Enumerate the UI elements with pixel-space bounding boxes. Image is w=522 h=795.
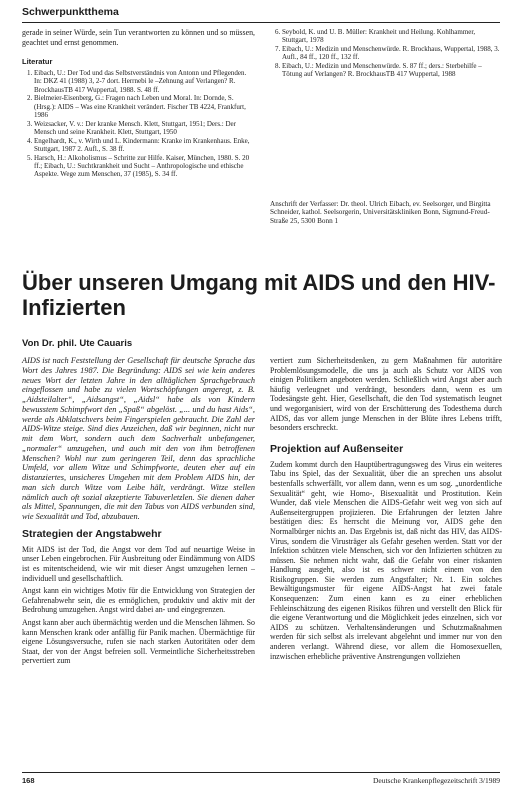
literature-list: [22, 69, 255, 178]
article-author: Von Dr. phil. Ute Cauaris: [22, 338, 133, 349]
article-left-column: [22, 356, 255, 669]
continuation-text: gerade in seiner Würde, sein Tun verantworten zu können und so müssen, geachtet und ernst genommen.: [22, 28, 255, 47]
literature-item: 7. Eibach, U.: Medizin und Menschenwürde. R. Brockhaus, Wuppertal, 1988, 3. Aufl., 84 ff., 120 ff., 132 ff.: [282, 45, 502, 61]
literature-item: 4. Engelhardt, K., v. Wirth und L. Kindermann: Kranke im Krankenhaus. Enke, Stuttgart, 1987 2. Aufl., S. 38 ff.: [34, 137, 255, 153]
literature-heading: Literatur: [22, 57, 53, 67]
literature-list-continued: [270, 28, 502, 78]
literature-item: 8. Eibach, U.: Medizin und Menschenwürde. S. 87 ff.; ders.: Sterbehilfe – Tötung auf Verlangen? R. BrockhausTB 417 Wuppertal, 1988: [282, 62, 502, 78]
literature-item: 1. Eibach, U.: Der Tod und das Selbstverständnis von Antonn und Pflegenden. In: DKZ 41 (1988) 3, 2-7 dort. Herrnebi le –Zehnung auf Verlangen? R. BrockhausTB 417 Wuppertal, 1988. S. 48 ff.: [34, 69, 255, 94]
page-number: 168: [22, 776, 35, 785]
paragraph: Zudem kommt durch den Hauptübertragungsweg des Virus ein weiteres Tabu ins Spiel, das der Sexualität, über die an sprechen uns absolut bestenfalls schwerfällt, vor allem dann, wenn es um sog. „unordentliche Sexualität“ geht, wie Homo-, Bisexualität und Prostitution. Kein Wunder, daß viele Menschen die AIDS-Gefahr weit weg von sich auf Außenseitergruppen projizieren. Die Erfahrungen der letzten Jahre bestätigen dies: Es herrscht die Meinung vor, AIDS gehe den Normalbürger nichts an. Das Ergebnis ist, daß nicht das HIV, das AIDS-Virus, sondern die Virusträger als Gefahr gesehen werden. Statt vor der Infektion schützen viele Menschen, sich vor den Infizierten schützen zu müssen. Sie nehmen nicht wahr, daß die Gefahr von einer riskanten Handlung ausgeht, also ist es schwer nicht einem von den Risikogruppen. Sie werden zum Angstfalter; Nr. 1. Ein solches Bewältigungsmuster für eigene AIDS-Angst hat zwei fatale Konsequenzen: Zum einen kann es zu einer erheblichen Fehleinschätzung des eigenen Risikos führen und verstellt den Blick für die eigene Verantwortung und die Möglichkeit jedes einzelnen, sich vor AIDS zu schützen. Verhaltensänderungen und Schutzmaßnahmen werden für sich selbst als irrelevant abgelehnt und immer nur von den anderen verlangt. Während diese, vor allem die Homosexuellen, inzwischen erhebliche präventive Anstrengungen vollziehen: [270, 459, 502, 661]
literature-item: 3. Weizsacker, V. v.: Der kranke Mensch. Klett, Stuttgart, 1951; Ders.: Der Mensch und seine Krankheit. Klett, Stuttgart, 1950: [34, 120, 255, 136]
paragraph: Angst kann aber auch übermächtig werden und die Menschen lähmen. So kann Menschen krank oder anfällig für Panik machen. Übermächtige für eigene Lösungsversuche, rufen sie nach starken Autoritäten oder dem Staat, der von der Angst befreien soll. Vermeintliche Sicherheitsstreben pervertiert zum: [22, 617, 255, 666]
paragraph: Angst kann ein wichtiges Motiv für die Entwicklung von Strategien der Gefahrenabwehr sein, die es ermöglichen, produktiv und aktiv mit der Bedrohung umzugehen. Angst wird dabei an- und eingegrenzen.: [22, 586, 255, 615]
literature-item: 5. Harsch, H.: Alkoholismus – Schritte zur Hilfe. Kaiser, München, 1980. S. 20 ff.; Eibach, U.: Suchtkrankheit und Sucht – Anthropologische und ethische Aspekte. Wege zum Menschen, 37 (1985), S. 34 ff.: [34, 154, 255, 179]
literature-item: 6. Seybold, K. und U. B. Müller: Krankheit und Heilung. Kohlhammer, Stuttgart, 1978: [282, 28, 502, 44]
paragraph: Mit AIDS ist der Tod, die Angst vor dem Tod auf neuartige Weise in unser Leben eingebrochen. Für Ausbreitung oder Eindämmung von AIDS ist es mitentscheidend, wie wir mit dieser Angst umzugehen lernen – individuell und gesellschaftlich.: [22, 544, 255, 583]
section-header-title: Schwerpunktthema: [22, 6, 119, 18]
section-heading: Projektion auf Außenseiter: [270, 442, 404, 455]
section-heading: Strategien der Angstabwehr: [22, 527, 162, 540]
paragraph: vertiert zum Sicherheitsdenken, zu gern Maßnahmen für autoritäre Problemlösungsmodelle, die uns ja auch als Schutz vor AIDS von einigen Politikern angeboten werden. Schließlich wird Angst aber auch häufig verleugnet und verdrängt, besonders dann, wenn es um Todesängste geht. Hier, Gesellschaft, die den Tod systematisch leugnet und wegorganisiert, wird von der Erschütterung des Todesthema durch AIDS, das vor allem junge Menschen in der Blüte ihres Lebens trifft, besonders erschreckt.: [270, 356, 502, 433]
header-bar: [22, 6, 500, 23]
top-left-column: [22, 28, 255, 179]
journal-name: Deutsche Krankenpflegezeitschrift 3/1989: [372, 776, 500, 785]
article-intro: AIDS ist nach Feststellung der Gesellschaft für deutsche Sprache das Wort des Jahres 1987. Die Begründung: AIDS sei wie kein anderes neues Wort der letzten Jahre in den alltäglichen Sprachgebrauch eingeflossen und habe zu vielen Wortschöpfungen angeregt, z. B. „Aidsteilalter“, „Aidsangst“, „Aidsl“ habe als von Kindern bewusstem Schimpfwort den „Spaß“ abgelöst. „... und du hast Aids“, werde als Abklatschvers beim Fingerspielen gebraucht. Die Zahl der AIDS-Witze steige. Sind dies Anzeichen, daß wir beginnen, nicht nur mit dem Wort, sondern auch dem Sachverhalt unbefangener, „normaler“ umzugehen, und auch mit den von ihm betroffenen Menschen? Wohl nur zum geringeren Teil, denn das sprachliche Umfeld, vor allem Witze und Schimpfworte, deuten eher auf ein distanziertes, unsicheres Umgehen mit dem Problem AIDS hin, der man sich durch Witze vom Leibe hält, verdrängt. Witze stellen nämlich auch oft sozial akzeptierte Tabuverletzlen. Sie dienen daher als Mittel, Spannungen, die mit den Tabus von AIDS verbunden sind, wie Sexualität und Tod, abzubauen.: [22, 356, 255, 521]
author-address: Anschrift der Verfasser: Dr. theol. Ulrich Eibach, ev. Seelsorger, und Birgitta Schneider, kathol. Seelsorgerin, Universitätskliniken Bonn, Sigmund-Freud-Straße 25, 5300 Bonn 1: [270, 200, 491, 225]
section-body: [22, 545, 255, 666]
footer-rule: [22, 772, 500, 773]
literature-item: 2. Bielmeier-Eisenberg, G.: Fragen nach Leben und Moral. In: Dornde, S. (Hrsg.): AIDS – Was eine Krankheit verändert. Fischer TB 4224, Frankfurt, 1986: [34, 94, 255, 119]
article-right-column: [270, 356, 502, 661]
top-right-column: [270, 28, 502, 79]
article-title: Über unseren Umgang mit AIDS und den HIV-Infizierten: [22, 270, 496, 320]
